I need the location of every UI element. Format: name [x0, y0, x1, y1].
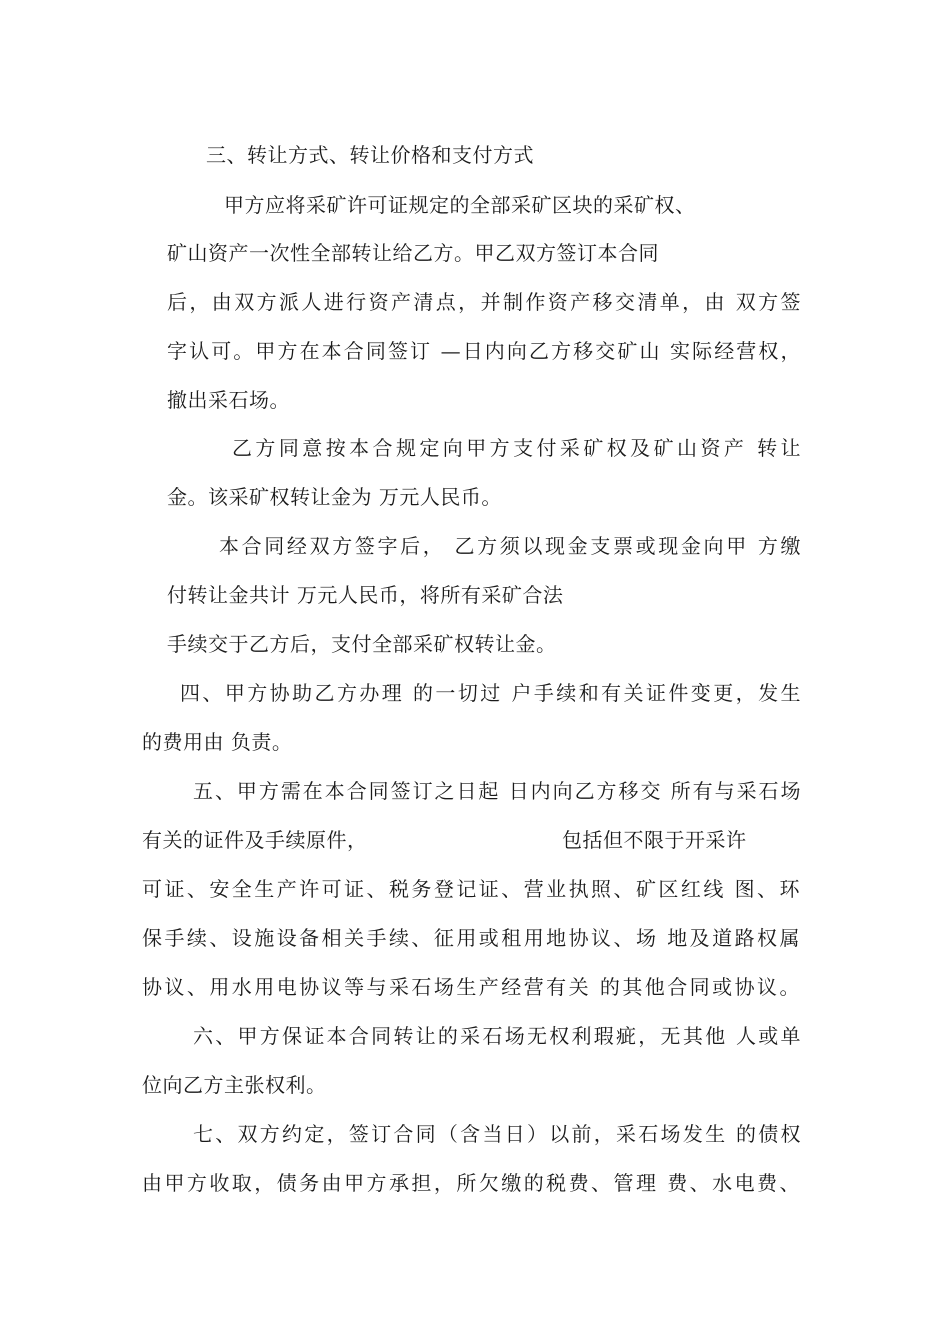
paragraph-line: 包括但不限于开采许 — [562, 828, 747, 852]
paragraph-line: 乙方同意按本合规定向甲方支付采矿权及矿山资产 转让 — [232, 436, 801, 460]
section-heading-3: 三、转让方式、转让价格和支付方式 — [206, 143, 534, 167]
paragraph-line: 矿山资产一次性全部转让给乙方。甲乙双方签订本合同 — [167, 241, 659, 265]
paragraph-line: 可证、安全生产许可证、税务登记证、营业执照、矿区红线 图、环 — [142, 877, 800, 901]
paragraph-line: 有关的证件及手续原件， — [142, 828, 368, 852]
section-heading-7: 七、双方约定，签订合同（含当日）以前，采石场发生 的债权 — [193, 1122, 801, 1146]
section-heading-6: 六、甲方保证本合同转让的采石场无权利瑕疵，无其他 人或单 — [193, 1024, 801, 1048]
section-heading-4: 四、甲方协助乙方办理 的一切过 户手续和有关证件变更，发生 — [180, 681, 801, 705]
paragraph-line: 的费用由 负责。 — [142, 730, 293, 754]
paragraph-line: 字认可。甲方在本合同签订 —日内向乙方移交矿山 实际经营权， — [167, 339, 801, 363]
paragraph-line: 撤出采石场。 — [167, 388, 290, 412]
paragraph-line: 付转让金共计 万元人民币，将所有采矿合法 — [167, 583, 564, 607]
paragraph-line: 手续交于乙方后，支付全部采矿权转让金。 — [167, 632, 557, 656]
paragraph-line: 位向乙方主张权利。 — [142, 1073, 327, 1097]
paragraph-line: 本合同经双方签字后， 乙方须以现金支票或现金向甲 方缴 — [219, 534, 801, 558]
paragraph-line: 甲方应将采矿许可证规定的全部采矿区块的采矿权、 — [224, 193, 696, 217]
section-heading-5: 五、甲方需在本合同签订之日起 日内向乙方移交 所有与采石场 — [193, 779, 801, 803]
paragraph-line: 协议、用水用电协议等与采石场生产经营有关 的其他合同或协议。 — [142, 975, 800, 999]
paragraph-line: 保手续、设施设备相关手续、征用或租用地协议、场 地及道路权属 — [142, 926, 800, 950]
paragraph-line: 后，由双方派人进行资产清点，并制作资产移交清单，由 双方签 — [167, 290, 801, 314]
paragraph-line: 由甲方收取，债务由甲方承担，所欠缴的税费、管理 费、水电费、 — [142, 1171, 800, 1195]
paragraph-line: 金。该采矿权转让金为 万元人民币。 — [167, 485, 502, 509]
